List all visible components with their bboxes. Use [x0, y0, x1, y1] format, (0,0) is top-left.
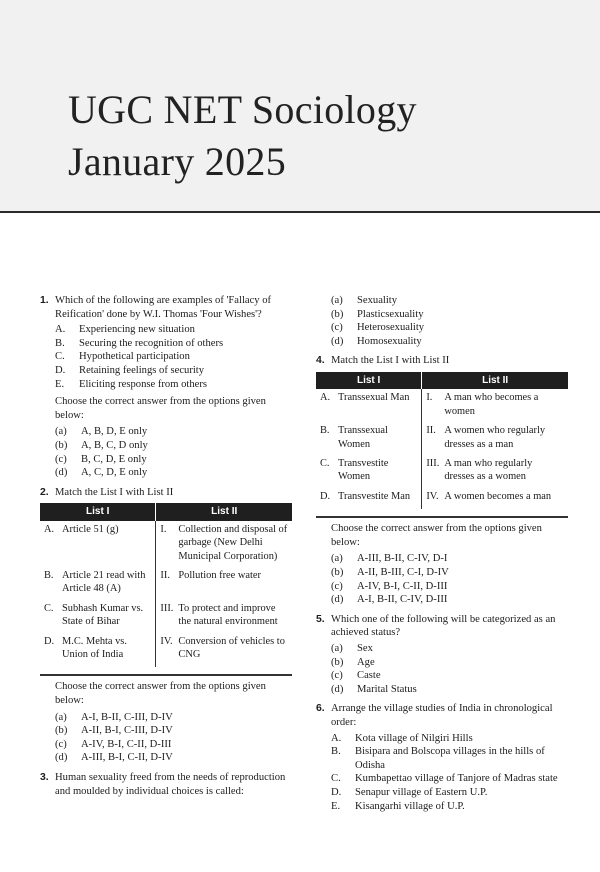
list-2-cell: A women who regularly dresses as a man [444, 425, 546, 450]
option-text: A-I, B-II, C-IV, D-III [357, 594, 448, 606]
question-text: Arrange the village studies of India in chronological order: [331, 703, 553, 728]
option-text: Marital Status [357, 683, 417, 695]
question-3 [40, 771, 292, 798]
list-2-header: List II [156, 503, 292, 520]
item-label: A. [331, 732, 342, 744]
option-label: (b) [331, 656, 344, 668]
option-text: A-III, B-I, C-II, D-IV [81, 752, 173, 764]
option-label: (d) [331, 594, 344, 606]
question-text: Match the List I with List II [331, 355, 450, 367]
list-2-label: IV. [426, 490, 439, 502]
item-text: Eliciting response from others [79, 378, 207, 390]
answer-option [40, 425, 292, 439]
statement-item [316, 745, 568, 772]
list-1-header: List I [316, 372, 422, 389]
statement-item [40, 337, 292, 351]
answer-option [40, 751, 292, 765]
table-row [40, 633, 292, 668]
answer-option [316, 335, 568, 349]
option-text: Homosexuality [357, 335, 422, 347]
item-text: Hypothetical participation [79, 351, 190, 363]
item-label: A. [55, 324, 66, 336]
option-label: (a) [331, 553, 343, 565]
table-end-rule [40, 669, 292, 676]
item-label: D. [331, 786, 342, 798]
option-text: A-IV, B-I, C-II, D-III [81, 738, 172, 750]
list-1-label: A. [320, 392, 331, 404]
answer-option [316, 321, 568, 335]
item-text: Retaining feelings of security [79, 364, 205, 376]
option-text: A-IV, B-I, C-II, D-III [357, 580, 448, 592]
question-text: Match the List I with List II [55, 486, 174, 498]
option-label: (a) [331, 642, 343, 654]
statement-item [40, 323, 292, 337]
item-label: C. [331, 773, 341, 785]
answer-instruction: Choose the correct answer from the options given below: [331, 523, 542, 548]
option-text: Sex [357, 642, 373, 654]
list-2-label: II. [426, 425, 436, 437]
option-label: (d) [55, 752, 68, 764]
list-1-cell: Article 51 (g) [62, 523, 119, 535]
option-text: Caste [357, 670, 381, 682]
question-6 [316, 702, 568, 813]
option-text: A-II, B-I, C-III, D-IV [81, 725, 173, 737]
question-text: Which of the following are examples of 'Fallacy of Reification' done by W.I. Thomas 'Four Wishes'? [55, 295, 272, 320]
table-end-rule [316, 511, 568, 518]
statement-item [316, 786, 568, 800]
list-1-cell: Transsexual Man [338, 392, 410, 404]
question-4 [316, 354, 568, 606]
option-text: Sexuality [357, 295, 398, 306]
list-2-label: I. [160, 523, 167, 535]
item-label: C. [55, 351, 65, 363]
table-row [316, 488, 568, 509]
answer-option [316, 294, 568, 308]
answer-instruction: Choose the correct answer from the options given below: [55, 396, 266, 421]
question-3-options [316, 294, 568, 348]
answer-option [316, 308, 568, 322]
table-row [316, 389, 568, 422]
item-text: Bisipara and Bolscopa villages in the hills of Odisha [355, 746, 545, 771]
list-2-label: I. [426, 392, 433, 404]
table-row [316, 422, 568, 455]
item-text: Securing the recognition of others [79, 337, 224, 349]
match-table [40, 503, 292, 667]
list-2-label: III. [160, 602, 174, 614]
question-1 [40, 294, 292, 480]
option-text: A-I, B-II, C-III, D-IV [81, 711, 173, 723]
list-1-label: C. [44, 602, 54, 614]
list-1-cell: Transvestite Women [338, 458, 389, 483]
answer-option [316, 566, 568, 580]
option-label: (a) [331, 295, 343, 306]
statement-item [316, 732, 568, 746]
answer-option [316, 593, 568, 607]
list-1-header: List I [40, 503, 156, 520]
option-label: (c) [331, 580, 343, 592]
table-row [316, 455, 568, 488]
list-1-label: D. [320, 490, 331, 502]
list-1-label: B. [320, 425, 330, 437]
question-5 [316, 613, 568, 697]
item-label: E. [55, 378, 65, 390]
answer-option [40, 711, 292, 725]
item-label: B. [55, 337, 65, 349]
answer-option [40, 724, 292, 738]
answer-option [40, 466, 292, 480]
item-text: Kisangarhi village of U.P. [355, 800, 465, 812]
answer-option [316, 656, 568, 670]
question-number: 1. [40, 295, 49, 306]
option-label: (b) [331, 567, 344, 578]
option-label: (c) [55, 738, 67, 750]
list-1-label: B. [44, 569, 54, 581]
option-label: (d) [55, 467, 68, 479]
option-text: A-II, B-III, C-I, D-IV [357, 567, 449, 578]
option-text: Age [357, 656, 375, 668]
page-title: UGC NET Sociology [68, 87, 417, 132]
question-number: 2. [40, 486, 49, 498]
table-row [40, 521, 292, 567]
option-label: (c) [55, 453, 67, 465]
question-2 [40, 486, 292, 765]
list-1-label: C. [320, 458, 330, 469]
list-2-cell: A man who becomes a women [444, 392, 539, 417]
option-label: (b) [331, 308, 344, 320]
statement-item [316, 772, 568, 786]
item-label: B. [331, 746, 341, 758]
left-column [40, 294, 292, 800]
item-label: D. [55, 364, 66, 376]
answer-option [316, 552, 568, 566]
answer-option [316, 642, 568, 656]
option-label: (c) [331, 670, 343, 682]
list-1-cell: Transsexual Women [338, 425, 388, 450]
option-text: Plasticsexuality [357, 308, 424, 320]
option-label: (b) [55, 725, 68, 737]
option-label: (b) [55, 439, 68, 451]
option-label: (c) [331, 322, 343, 334]
option-label: (a) [55, 711, 67, 723]
answer-option [316, 669, 568, 683]
list-1-cell: M.C. Mehta vs. Union of India [62, 635, 127, 660]
list-2-cell: A man who regularly dresses as a women [444, 458, 533, 483]
statement-item [40, 378, 292, 392]
option-text: Heterosexuality [357, 322, 425, 334]
list-2-label: IV. [160, 635, 173, 647]
list-1-label: D. [44, 635, 55, 647]
list-2-cell: Collection and disposal of garbage (New Delhi Municipal Corporation) [178, 523, 288, 562]
page-subtitle: January 2025 [68, 139, 286, 184]
statement-item [40, 364, 292, 378]
question-text: Human sexuality freed from the needs of reproduction and moulded by individual choices is called: [55, 771, 286, 797]
item-label: E. [331, 800, 341, 812]
item-text: Experiencing new situation [79, 324, 195, 336]
list-1-cell: Transvestite Man [338, 490, 411, 502]
list-2-cell: Pollution free water [178, 569, 261, 581]
table-row [40, 600, 292, 633]
title-band-rule [0, 211, 600, 213]
list-2-header: List II [422, 372, 568, 389]
item-text: Senapur village of Eastern U.P. [355, 786, 488, 798]
question-number: 4. [316, 355, 325, 367]
answer-option [40, 738, 292, 752]
list-2-cell: Conversion of vehicles to CNG [178, 635, 285, 660]
table-row [40, 567, 292, 600]
list-2-cell: A women becomes a man [444, 490, 552, 502]
answer-instruction: Choose the correct answer from the options given below: [55, 681, 266, 706]
answer-option [40, 453, 292, 467]
option-text: B, C, D, E only [81, 453, 147, 465]
question-number: 3. [40, 771, 49, 783]
item-text: Kumbapettao village of Tanjore of Madras state [355, 773, 558, 785]
statement-item [40, 350, 292, 364]
item-text: Kota village of Nilgiri Hills [355, 732, 473, 744]
right-column [316, 294, 568, 813]
list-2-label: II. [160, 569, 170, 581]
list-1-cell: Article 21 read with Article 48 (A) [62, 569, 146, 595]
list-1-label: A. [44, 523, 55, 535]
list-2-label: III. [426, 458, 440, 469]
option-label: (a) [55, 426, 67, 438]
option-text: A, B, D, E only [81, 426, 148, 438]
option-text: A-III, B-II, C-IV, D-I [357, 553, 448, 565]
question-number: 5. [316, 613, 325, 625]
question-number: 6. [316, 703, 325, 715]
answer-option [40, 439, 292, 453]
option-text: A, B, C, D only [81, 439, 148, 451]
statement-item [316, 800, 568, 814]
answer-option [316, 683, 568, 697]
answer-option [316, 580, 568, 594]
option-label: (d) [331, 335, 344, 347]
list-2-cell: To protect and improve the natural environment [178, 602, 278, 628]
question-text: Which one of the following will be categorized as an achieved status? [331, 613, 556, 639]
match-table [316, 372, 568, 509]
list-1-cell: Subhash Kumar vs. State of Bihar [62, 602, 144, 628]
option-label: (d) [331, 683, 344, 695]
option-text: A, C, D, E only [81, 467, 148, 479]
